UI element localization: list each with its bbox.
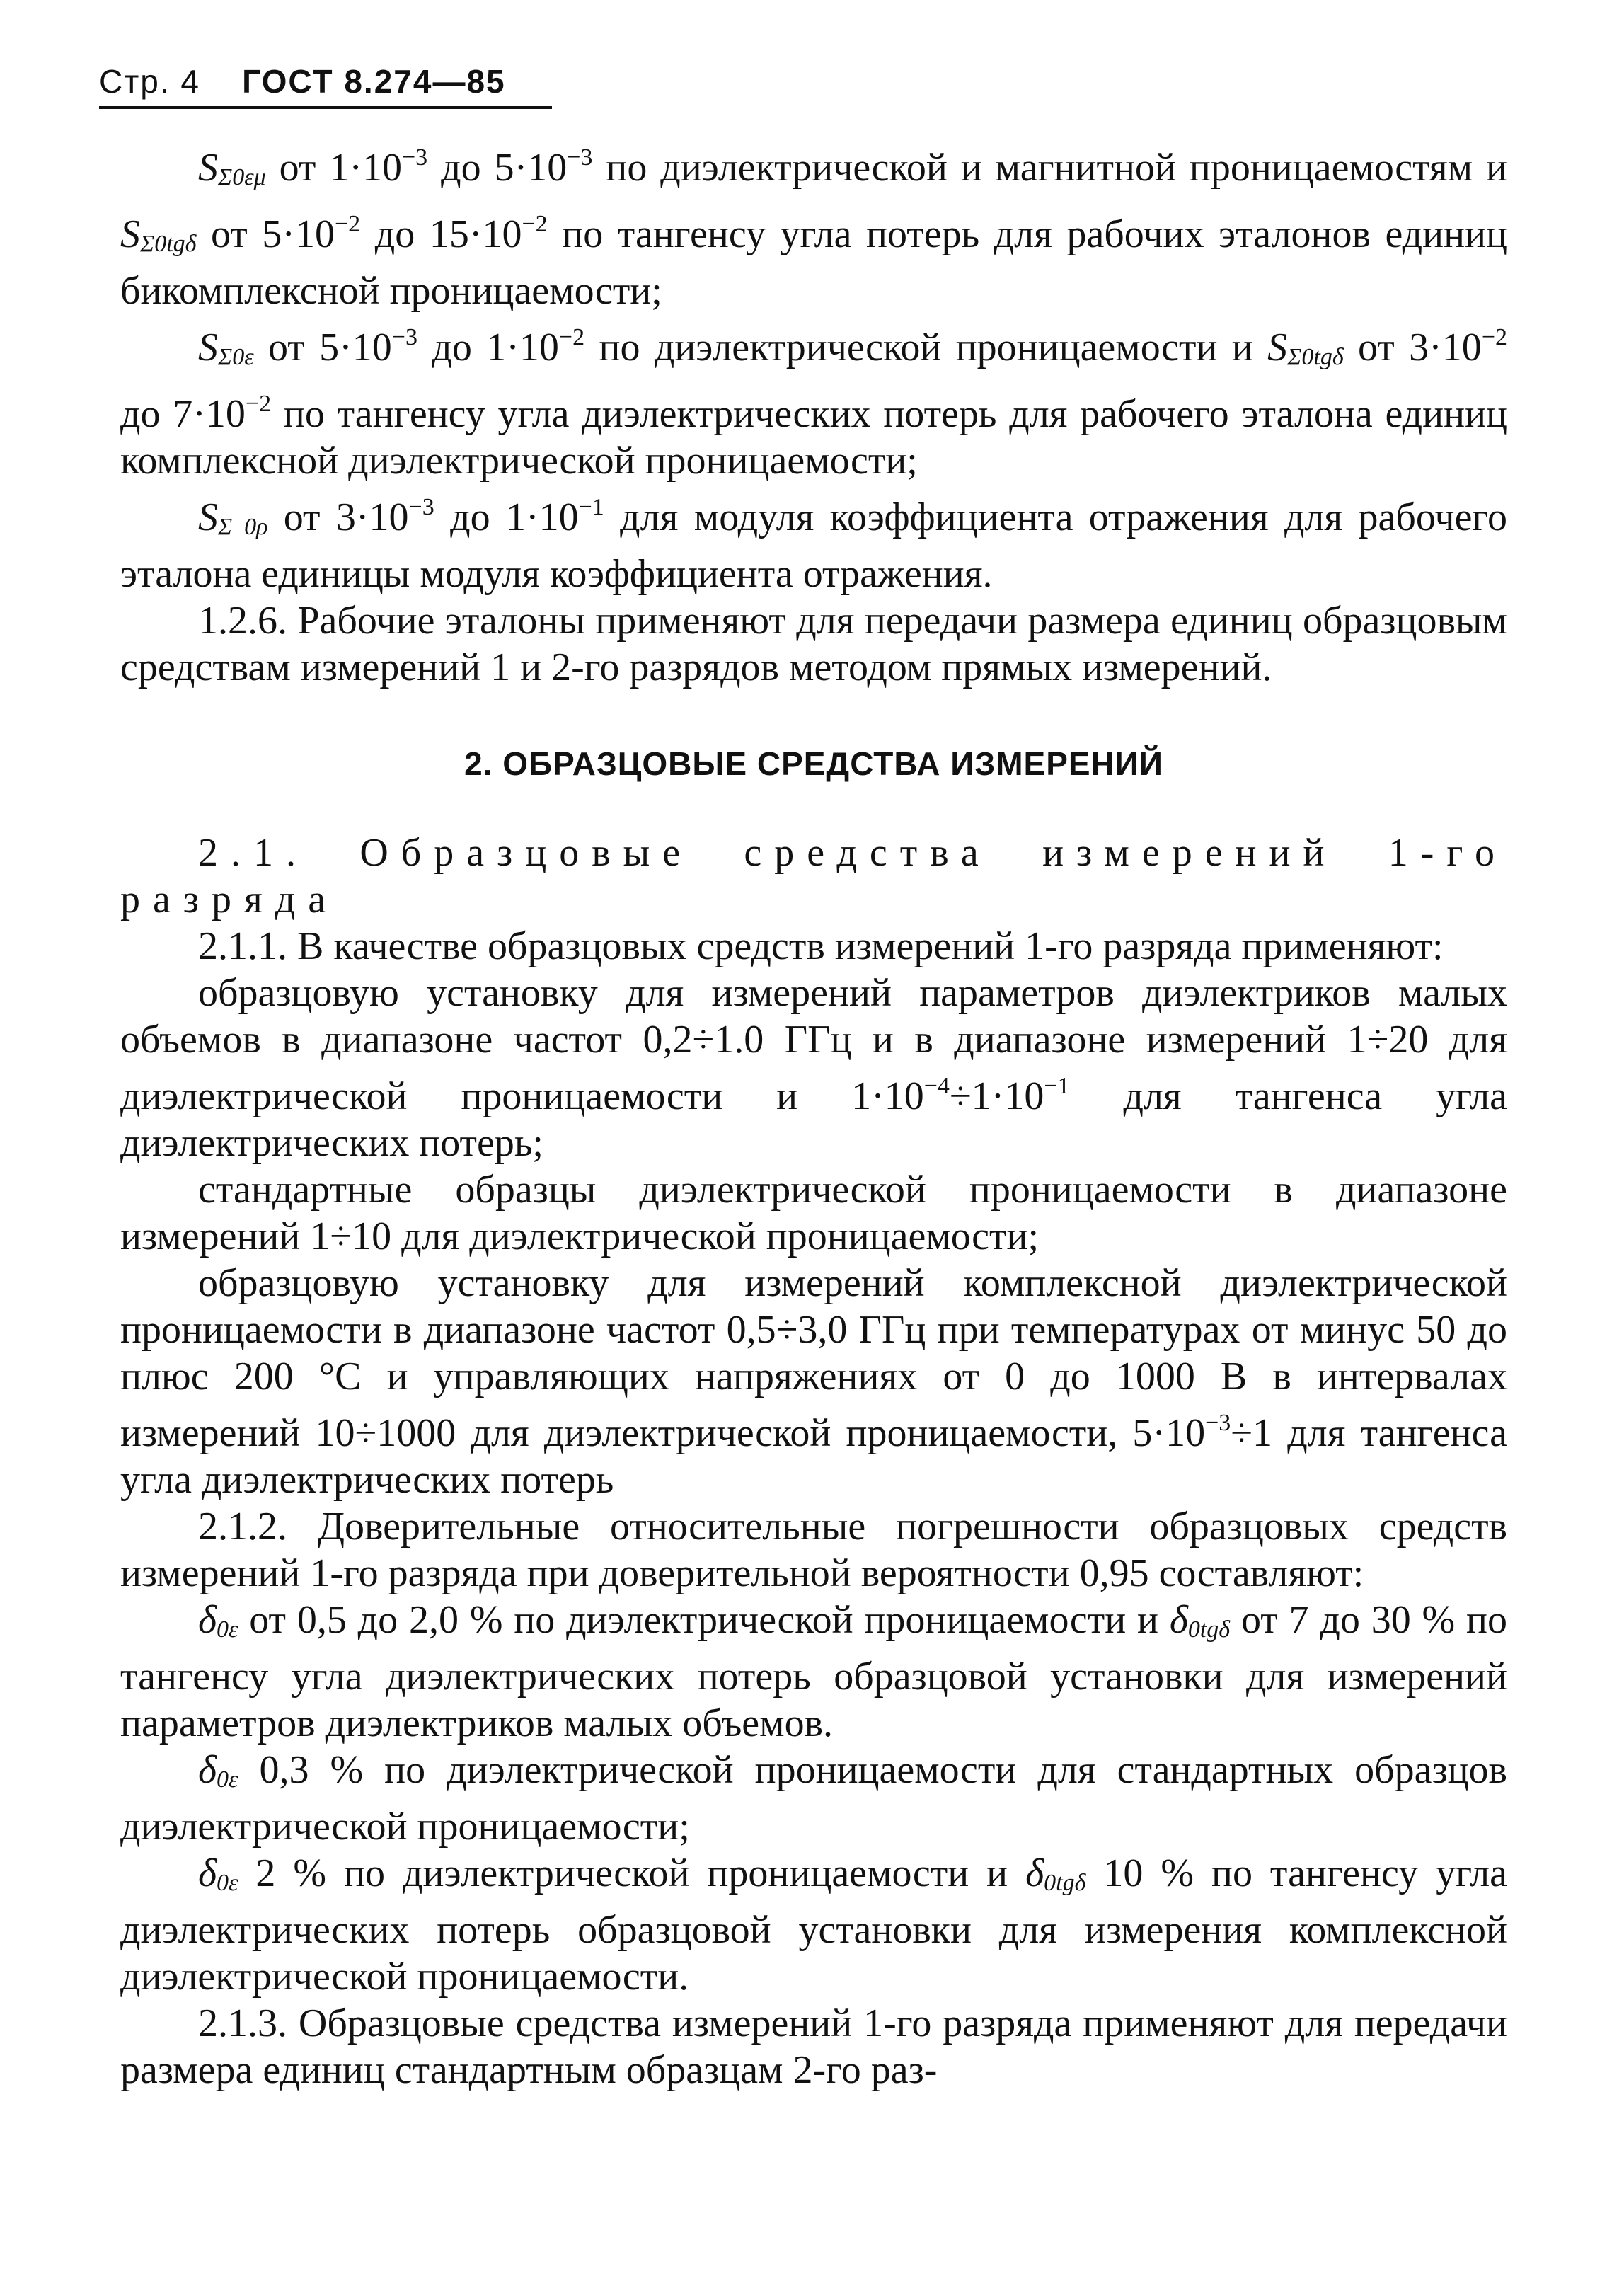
subscript: Σ0tgδ (1287, 344, 1344, 370)
symbol: S (198, 326, 218, 369)
superscript: −3 (408, 494, 434, 520)
text: образцовую установку для измерений комплексной диэлектрической проницаемости в диапазоне частот 0,5÷3,0 ГГц при температурах от минус 50 до плюс 200 °С и управляющих напряжениях от 0 до 1000 В в интервалах измерений 10÷1000 для диэлектрической проницаемости, 5·10 (120, 1261, 1507, 1455)
text: от 5·10 (253, 326, 392, 369)
superscript: −2 (335, 211, 361, 237)
text: для модуля коэффициента отражения для рабочего эталона единицы модуля коэффициента отражения. (120, 495, 1508, 596)
text: образцовую установку для измерений параметров диэлектриков малых объемов в диапазоне частот 0,2÷1.0 ГГц и в диапазоне измерений 1÷20 для диэлектрической проницаемости и 1·10 (120, 971, 1507, 1118)
superscript: −3 (567, 144, 593, 171)
superscript: −1 (1044, 1073, 1070, 1099)
text: от 3·10 (1343, 326, 1482, 369)
superscript: −2 (1481, 324, 1507, 350)
subscript: Σ0tgδ (140, 231, 197, 257)
symbol: δ (1169, 1598, 1188, 1642)
subsection-title: 2.1. Образцовые средства измерений 1-го разряда (120, 831, 1507, 921)
paragraph-tolerance-1 (120, 134, 1507, 314)
superscript: −3 (391, 324, 417, 350)
text: до 5·10 (427, 146, 568, 190)
text: 10 % по тангенсу угла диэлектрических потерь образцовой установки для измерения комплексной диэлектрической проницаемости. (120, 1851, 1507, 1999)
text: по диэлектрической проницаемости и (584, 326, 1268, 369)
list-item-2: стандартные образцы диэлектрической проницаемости в диапазоне измерений 1÷10 для диэлектрической проницаемости; (120, 1168, 1507, 1258)
list-item-3 (120, 1260, 1507, 1503)
text: ÷1·10 (949, 1074, 1044, 1118)
list-item-1 (120, 970, 1507, 1166)
symbol: S (198, 146, 218, 190)
text: от 7 до 30 % по тангенсу угла диэлектрических потерь образцовой установки для измерений параметров диэлектриков малых объемов. (120, 1598, 1507, 1745)
text: для тангенса угла диэлектрических потерь; (120, 1074, 1507, 1165)
paragraph-tolerance-3 (120, 484, 1507, 597)
page-label: Стр. 4 (99, 63, 201, 100)
subscript: Σ 0ρ (218, 514, 268, 540)
subscript: Σ0ε (218, 344, 254, 370)
superscript: −2 (245, 391, 272, 417)
symbol: S (120, 212, 140, 256)
superscript: −2 (522, 211, 548, 237)
subscript: Σ0εμ (218, 164, 266, 190)
subscript: 0ε (217, 1870, 238, 1896)
text: от 5·10 (196, 212, 335, 256)
superscript: −3 (401, 144, 428, 171)
header-rule (99, 106, 552, 109)
paragraph-2-1-3: 2.1.3. Образцовые средства измерений 1-го разряда применяют для передачи размера единиц стандартным образцам 2-го раз- (120, 2001, 1507, 2092)
text: до 7·10 (120, 392, 246, 436)
error-item-1 (120, 1597, 1507, 1747)
page-header (99, 62, 506, 100)
subscript: 0tgδ (1044, 1870, 1086, 1896)
symbol: S (198, 495, 218, 539)
paragraph-2-1-2: 2.1.2. Доверительные относительные погрешности образцовых средств измерений 1-го разряда при доверительной вероятности 0,95 составляют: (120, 1505, 1507, 1595)
text: по диэлектрической и магнитной проницаемостям и (592, 146, 1507, 190)
superscript: −4 (923, 1073, 950, 1099)
page-content (120, 134, 1507, 2093)
text: от 0,5 до 2,0 % по диэлектрической проницаемости и (238, 1598, 1170, 1642)
text: до 1·10 (434, 495, 579, 539)
paragraph-tolerance-2 (120, 314, 1507, 484)
superscript: −2 (558, 324, 585, 350)
text: по тангенсу угла диэлектрических потерь для рабочего эталона единиц комплексной диэлектрической проницаемости; (120, 392, 1508, 483)
text: до 15·10 (360, 212, 522, 256)
symbol: S (1267, 326, 1288, 369)
text: от 1·10 (265, 146, 402, 190)
error-item-3 (120, 1850, 1507, 2000)
section-heading: 2. ОБРАЗЦОВЫЕ СРЕДСТВА ИЗМЕРЕНИЙ (464, 745, 1163, 782)
symbol: δ (1025, 1851, 1044, 1895)
text: до 1·10 (417, 326, 559, 369)
symbol: δ (198, 1851, 217, 1895)
text: от 3·10 (267, 495, 409, 539)
text: по тангенсу угла потерь для рабочих эталонов единиц бикомплексной проницаемости; (120, 212, 1508, 313)
error-item-2 (120, 1747, 1507, 1850)
text: 2 % по диэлектрической проницаемости и (238, 1851, 1026, 1895)
superscript: −1 (578, 494, 604, 520)
symbol: δ (198, 1598, 217, 1642)
subscript: 0ε (217, 1616, 238, 1643)
paragraph-1-2-6: 1.2.6. Рабочие эталоны применяют для передачи размера единиц образцовым средствам измерений 1 и 2-го разрядов методом прямых измерений. (120, 599, 1507, 689)
paragraph-2-1-1: 2.1.1. В качестве образцовых средств измерений 1-го разряда применяют: (198, 924, 1444, 968)
doc-code: ГОСТ 8.274—85 (242, 63, 506, 100)
superscript: −3 (1205, 1410, 1231, 1436)
subscript: 0tgδ (1187, 1616, 1231, 1643)
symbol: δ (198, 1748, 217, 1792)
text: ÷1 для тангенса угла диэлектрических потерь (120, 1411, 1508, 1502)
text: 0,3 % по диэлектрической проницаемости для стандартных образцов диэлектрической проницаемости; (120, 1748, 1507, 1849)
subscript: 0ε (217, 1766, 238, 1793)
